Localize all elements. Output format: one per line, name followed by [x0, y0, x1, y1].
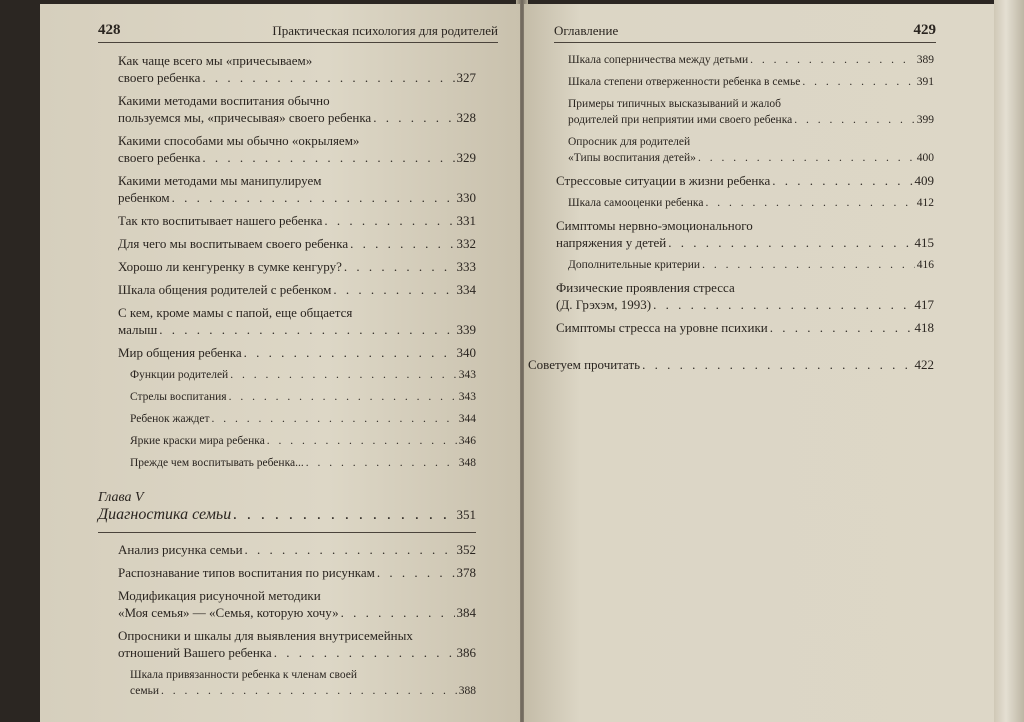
toc-entry-text: «Моя семья» — «Семья, которую хочу»	[118, 605, 339, 620]
page-number: 429	[913, 22, 936, 38]
toc-entry	[118, 92, 476, 126]
toc-entry-text: семьи	[130, 685, 160, 697]
toc-entry-text: Опросник для родителей	[568, 136, 691, 148]
leader-dots	[333, 281, 454, 298]
toc-page-number: 332	[456, 236, 476, 251]
toc-page-number: 409	[914, 173, 934, 188]
leader-dots	[344, 258, 455, 275]
leader-dots	[324, 212, 454, 229]
toc-page-number: 339	[456, 322, 476, 337]
leader-dots	[306, 455, 457, 471]
toc-right	[528, 52, 934, 379]
leader-dots	[802, 74, 914, 90]
toc-entry-text: Анализ рисунка семьи	[118, 542, 243, 557]
toc-entry	[130, 367, 476, 383]
right-header	[554, 22, 936, 43]
toc-entry-text: Стрелы воспитания	[130, 391, 227, 403]
toc-entry-text: Какими методами воспитания обычно	[118, 93, 330, 108]
toc-page-number: 327	[456, 70, 476, 85]
leader-dots	[794, 112, 915, 128]
toc-entry-text: ребенком	[118, 190, 170, 205]
toc-page-number: 328	[456, 110, 476, 125]
toc-page-number: 333	[456, 259, 476, 274]
leader-dots	[705, 195, 914, 211]
toc-page-number: 343	[458, 369, 476, 381]
leader-dots	[274, 644, 455, 661]
toc-entry	[130, 667, 476, 699]
toc-entry-text: Модификация рисуночной методики	[118, 588, 321, 603]
leader-dots	[267, 433, 457, 449]
toc-entry-text: Опросники и шкалы для выявления внутрисемейных	[118, 628, 413, 643]
left-page	[40, 4, 520, 722]
toc-entry-text: Симптомы стресса на уровне психики	[556, 320, 768, 335]
toc-entry-text: Распознавание типов воспитания по рисункам	[118, 565, 375, 580]
toc-page-number: 416	[916, 259, 934, 271]
toc-entry-text: Ребенок жаждет	[130, 413, 210, 425]
toc-entry	[568, 195, 934, 211]
leader-dots	[229, 389, 457, 405]
toc-entry	[118, 235, 476, 252]
toc-entry	[568, 74, 934, 90]
running-title: Практическая психология для родителей	[272, 23, 498, 38]
toc-page-number: 384	[456, 605, 476, 620]
toc-page-number: 329	[456, 150, 476, 165]
toc-page-number: 412	[916, 197, 934, 209]
toc-page-number: 417	[914, 297, 934, 312]
chapter-label: Глава V	[98, 490, 144, 505]
toc-entry	[118, 132, 476, 166]
toc-entry-text: Симптомы нервно-эмоционального	[556, 218, 753, 233]
leader-dots	[642, 356, 912, 373]
leader-dots	[377, 564, 455, 581]
toc-entry-text: Шкала соперничества между детьми	[568, 54, 749, 66]
toc-entry-text: Шкала привязанности ребенка к членам своей	[130, 669, 358, 681]
toc-entry-text: Как чаще всего мы «причесываем»	[118, 53, 313, 68]
toc-entry-text: Какими методами мы манипулируем	[118, 173, 322, 188]
leader-dots	[233, 506, 454, 524]
chapter-title	[98, 506, 476, 524]
leader-dots	[750, 52, 915, 68]
toc-entry-text: Шкала общения родителей с ребенком	[118, 282, 332, 297]
leader-dots	[770, 319, 913, 336]
leader-dots	[159, 321, 454, 338]
toc-entry-text: отношений Вашего ребенка	[118, 645, 272, 660]
toc-entry-text: Какими способами мы обычно «окрыляем»	[118, 133, 360, 148]
toc-entry	[118, 52, 476, 86]
running-title: Оглавление	[554, 23, 619, 38]
toc-page-number: 399	[916, 114, 934, 126]
leader-dots	[212, 411, 457, 427]
toc-page-number: 331	[456, 213, 476, 228]
toc-entry-text: своего ребенка	[118, 150, 201, 165]
toc-page-number: 344	[458, 413, 476, 425]
toc-entry	[130, 455, 476, 471]
toc-entry	[130, 411, 476, 427]
toc-entry	[568, 96, 934, 128]
toc-page-number: 378	[456, 565, 476, 580]
toc-entry	[118, 304, 476, 338]
toc-entry	[568, 134, 934, 166]
toc-entry-text: родителей при неприятии ими своего ребенка	[568, 114, 793, 126]
leader-dots	[772, 172, 912, 189]
toc-entry-text: пользуемся мы, «причесывая» своего ребенка	[118, 110, 372, 125]
toc-entry-text: «Типы воспитания детей»	[568, 152, 696, 164]
toc-entry	[556, 172, 934, 189]
toc-page-number: 418	[914, 320, 934, 335]
toc-page-number: 346	[458, 435, 476, 447]
toc-page-number: 330	[456, 190, 476, 205]
toc-entry-text: С кем, кроме мамы с папой, еще общается	[118, 305, 353, 320]
toc-page-number: 400	[916, 152, 934, 164]
leader-dots	[653, 296, 912, 313]
leader-dots	[230, 367, 457, 383]
leader-dots	[373, 109, 454, 126]
toc-page-number: 422	[914, 357, 934, 372]
toc-page-number: 415	[914, 235, 934, 250]
toc-entry-text: Примеры типичных высказываний и жалоб	[568, 98, 782, 110]
chapter-title-text: Диагностика семьи	[98, 506, 232, 523]
toc-page-number: 348	[458, 457, 476, 469]
toc-entry	[118, 564, 476, 581]
toc-entry-text: своего ребенка	[118, 70, 201, 85]
leader-dots	[245, 541, 455, 558]
toc-entry-text: Физические проявления стресса	[556, 280, 735, 295]
left-header	[98, 22, 498, 43]
leader-dots	[172, 189, 455, 206]
page-edges	[994, 0, 1024, 722]
toc-entry-text: малыш	[118, 322, 158, 337]
toc-entry	[556, 217, 934, 251]
toc-entry	[118, 258, 476, 275]
toc-entry-text: Прежде чем воспитывать ребенка...	[130, 457, 304, 469]
toc-entry	[118, 172, 476, 206]
toc-entry-text: Для чего мы воспитываем своего ребенка	[118, 236, 349, 251]
leader-dots	[668, 234, 912, 251]
leader-dots	[202, 69, 454, 86]
toc-entry	[118, 212, 476, 229]
toc-page-number: 386	[456, 645, 476, 660]
toc-entry-text: Дополнительные критерии	[568, 259, 701, 271]
page-number: 428	[98, 22, 121, 38]
leader-dots	[341, 604, 455, 621]
leader-dots	[702, 257, 915, 273]
leader-dots	[350, 235, 454, 252]
toc-page-number: 340	[456, 345, 476, 360]
toc-entry-text: (Д. Грэхэм, 1993)	[556, 297, 652, 312]
toc-entry-text: напряжения у детей	[556, 235, 667, 250]
toc-entry	[130, 433, 476, 449]
toc-page-number: 334	[456, 282, 476, 297]
toc-entry-text: Шкала самооценки ребенка	[568, 197, 704, 209]
toc-entry-text: Шкала степени отверженности ребенка в семье	[568, 76, 801, 88]
toc-entry-text: Стрессовые ситуации в жизни ребенка	[556, 173, 771, 188]
toc-entry-text: Мир общения ребенка	[118, 345, 242, 360]
chapter-page: 351	[456, 507, 476, 522]
toc-final-entry	[528, 356, 934, 373]
toc-entries	[118, 52, 476, 471]
toc-page-number: 352	[456, 542, 476, 557]
toc-entries-chapter	[118, 541, 476, 699]
toc-entry	[568, 52, 934, 68]
leader-dots	[202, 149, 454, 166]
toc-entry	[568, 257, 934, 273]
toc-entry	[118, 344, 476, 361]
toc-entry	[118, 541, 476, 558]
toc-page-number: 389	[916, 54, 934, 66]
leader-dots	[161, 683, 457, 699]
toc-page-number: 343	[458, 391, 476, 403]
toc-entry-text: Хорошо ли кенгуренку в сумке кенгуру?	[118, 259, 342, 274]
toc-entry	[118, 627, 476, 661]
toc-entry	[118, 281, 476, 298]
toc-entry	[528, 356, 934, 373]
leader-dots	[244, 344, 455, 361]
toc-entry	[130, 389, 476, 405]
toc-entry-text: Советуем прочитать	[528, 357, 641, 372]
toc-left	[98, 52, 476, 705]
toc-entry-text: Яркие краски мира ребенка	[130, 435, 265, 447]
toc-entry-text: Функции родителей	[130, 369, 229, 381]
toc-entry	[556, 279, 934, 313]
right-page	[524, 4, 994, 722]
toc-entry	[556, 319, 934, 336]
toc-page-number: 391	[916, 76, 934, 88]
chapter-rule	[98, 532, 476, 533]
toc-entry	[118, 587, 476, 621]
toc-entry-text: Так кто воспитывает нашего ребенка	[118, 213, 323, 228]
toc-entries	[556, 52, 934, 336]
leader-dots	[698, 150, 915, 166]
toc-page-number: 388	[458, 685, 476, 697]
